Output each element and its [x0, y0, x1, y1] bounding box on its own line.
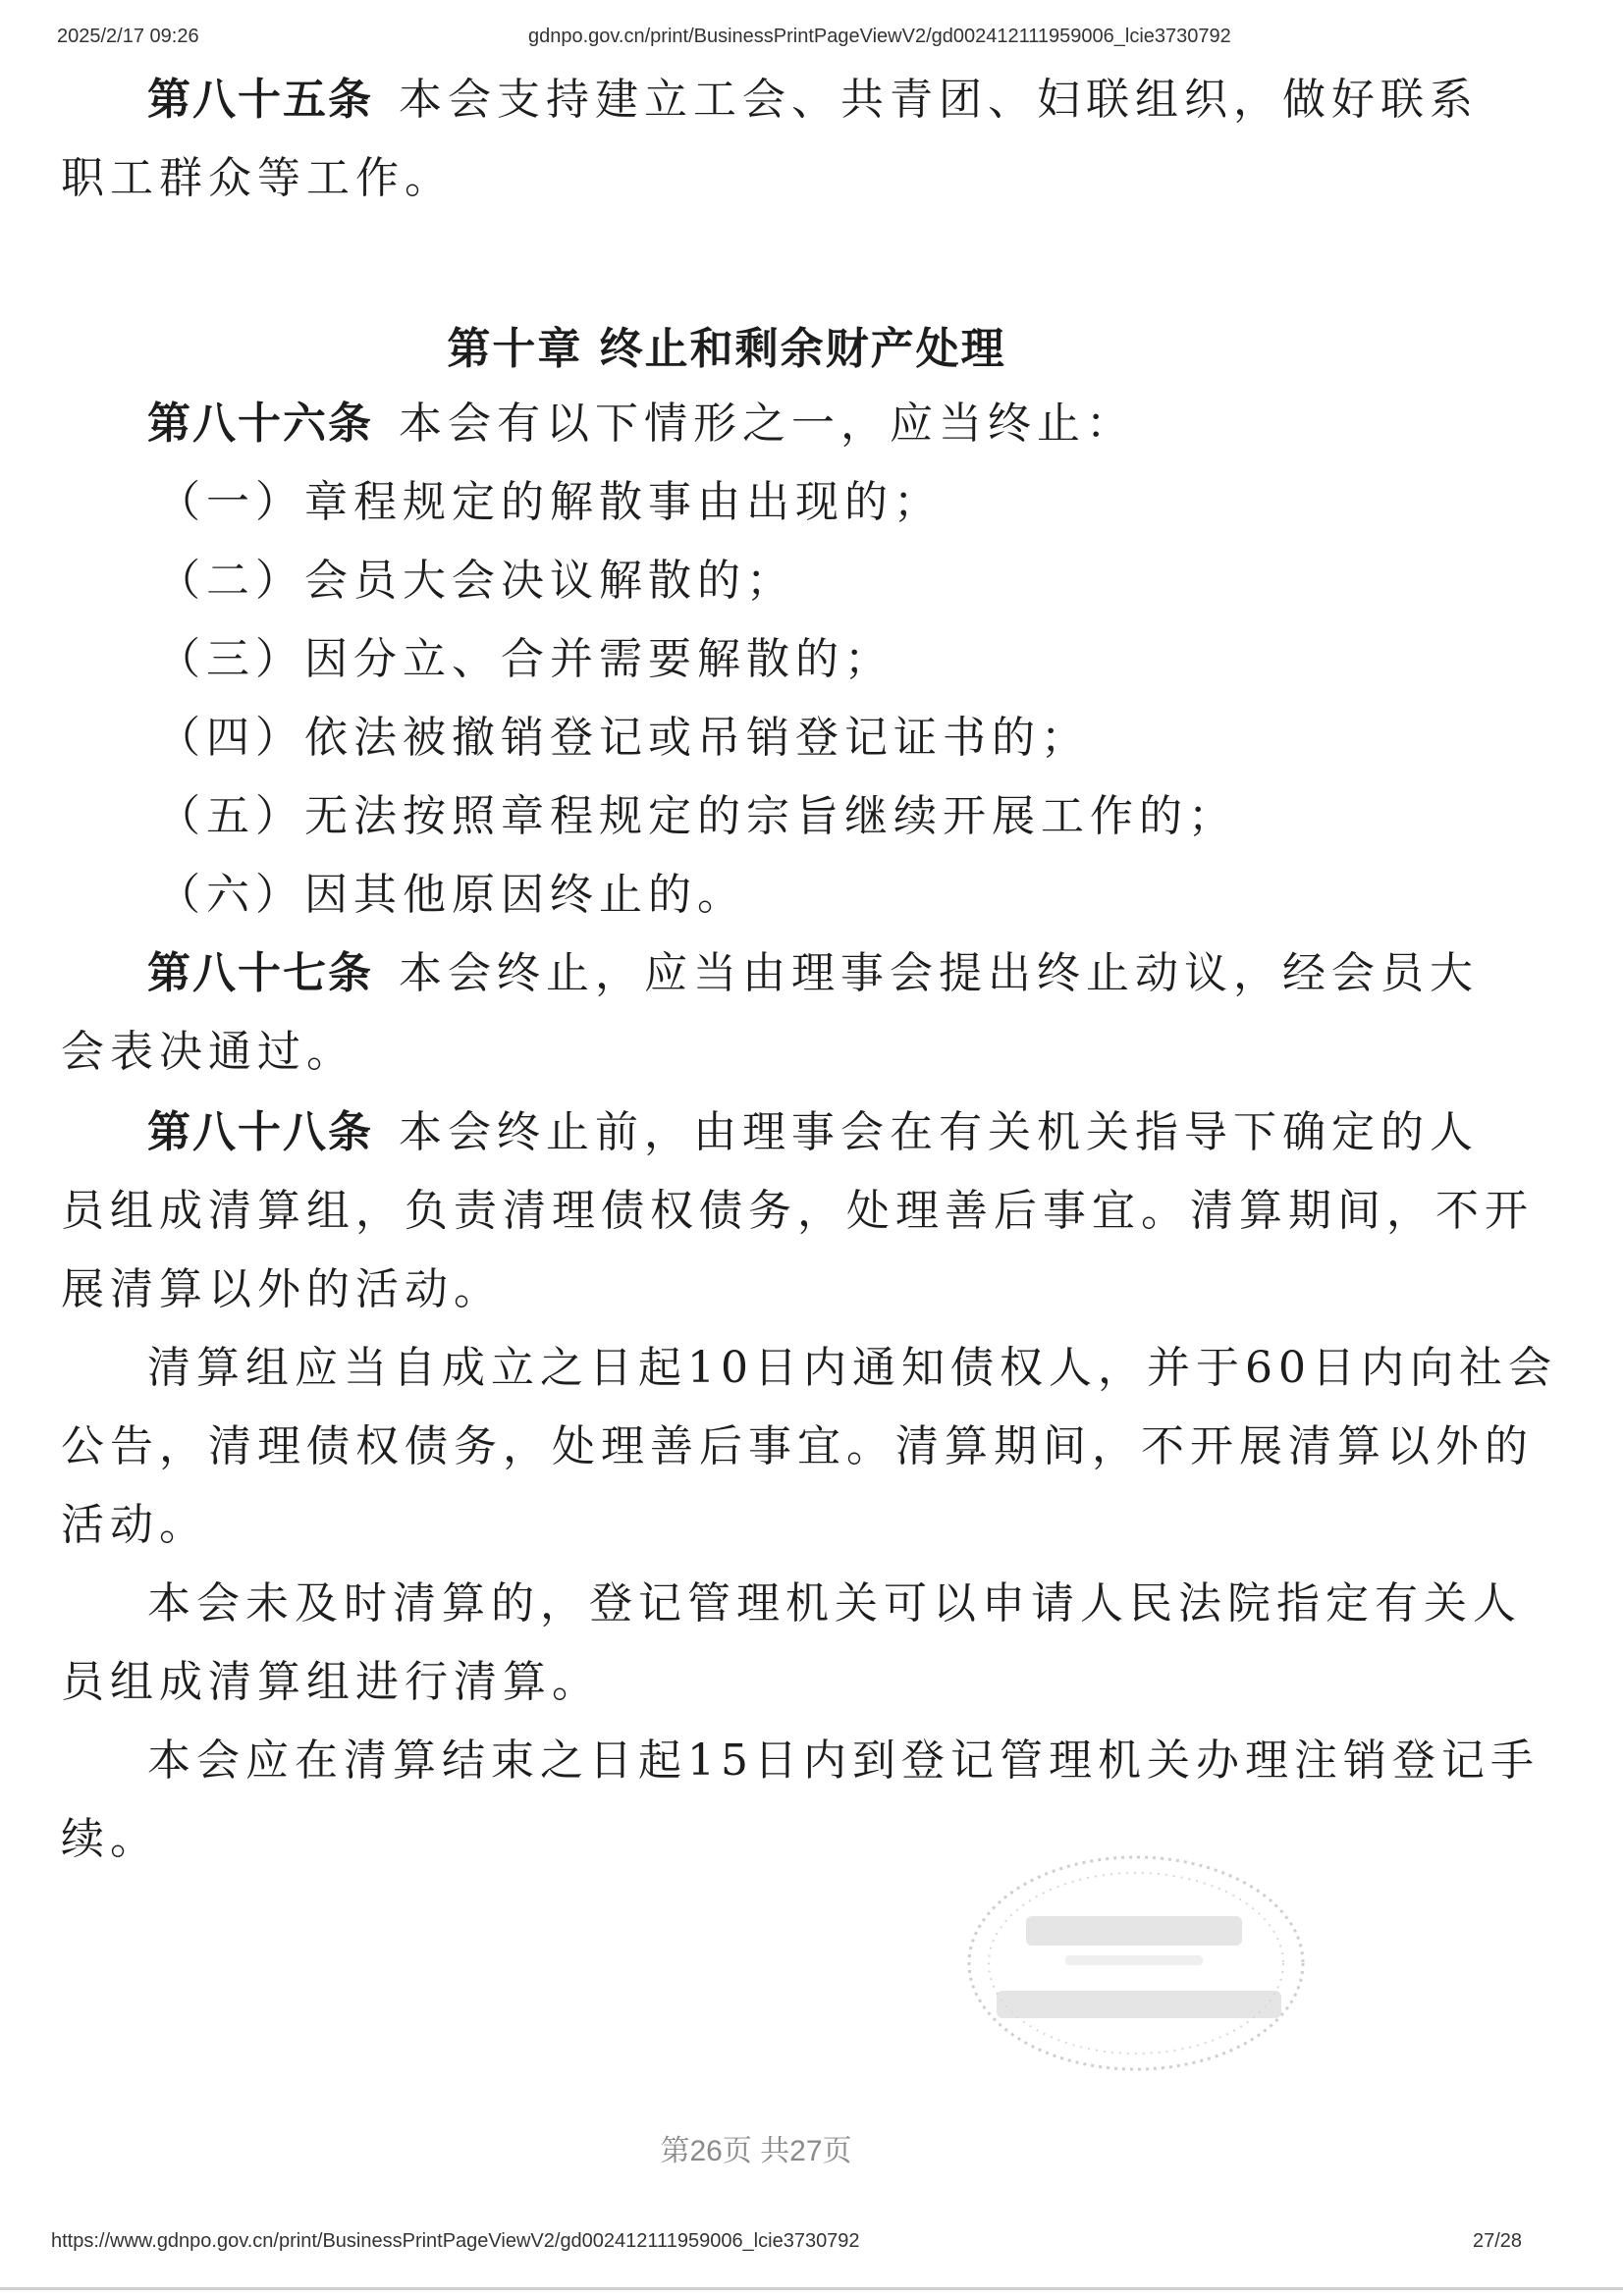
bottom-edge-line	[0, 2287, 1623, 2290]
article-86-item-1: （一）章程规定的解散事由出现的；	[157, 477, 943, 527]
article-87-line-1	[147, 944, 1479, 1003]
article-87-line-2: 会表决通过。	[61, 1027, 355, 1077]
para-2-line-2: 员组成清算组进行清算。	[61, 1657, 601, 1707]
para-3-line-1: 本会应在清算结束之日起15日内到登记管理机关办理注销登记手	[147, 1735, 1540, 1786]
article-88-text-1: 本会终止前，由理事会在有关机关指导下确定的人	[399, 1107, 1479, 1157]
article-85-label: 第八十五条	[147, 75, 373, 125]
article-87-label: 第八十七条	[147, 948, 373, 998]
para-1-line-3: 活动。	[61, 1500, 208, 1550]
para-2-line-1: 本会未及时清算的，登记管理机关可以申请人民法院指定有关人	[147, 1578, 1522, 1629]
article-86-line	[147, 395, 1375, 454]
para-1-line-2: 公告，清理债权债务，处理善后事宜。清算期间，不开展清算以外的	[61, 1421, 1534, 1471]
article-86-label: 第八十六条	[147, 399, 373, 449]
article-86-item-5: （五）无法按照章程规定的宗旨继续开展工作的；	[157, 791, 1237, 841]
print-datetime: 2025/2/17 09:26	[57, 26, 199, 47]
header-url: gdnpo.gov.cn/print/BusinessPrintPageViewV2/gd002412111959006_lcie3730792	[528, 26, 1231, 47]
article-86-item-3: （三）因分立、合并需要解散的；	[157, 634, 893, 684]
article-86-item-2: （二）会员大会决议解散的；	[157, 556, 795, 606]
article-88-line-2: 员组成清算组，负责清理债权债务，处理善后事宜。清算期间，不开	[61, 1186, 1534, 1236]
footer-url: https://www.gdnpo.gov.cn/print/BusinessPrintPageViewV2/gd002412111959006_lcie3730792	[51, 2230, 860, 2252]
chapter-title: 第十章 终止和剩余财产处理	[447, 324, 1006, 374]
footer-page-count: 27/28	[1473, 2230, 1523, 2252]
article-87-text-1: 本会终止，应当由理事会提出终止动议，经会员大	[399, 948, 1479, 998]
page-number-label: 第26页 共27页	[660, 2135, 852, 2167]
article-88-line-1	[147, 1103, 1479, 1162]
article-85-line-2: 职工群众等工作。	[61, 153, 454, 203]
article-88-label: 第八十八条	[147, 1107, 373, 1157]
para-1-line-1: 清算组应当自成立之日起10日内通知债权人，并于60日内向社会	[147, 1343, 1557, 1393]
article-85-line-1	[147, 71, 1479, 130]
article-86-item-6: （六）因其他原因终止的。	[157, 870, 746, 920]
article-86-text: 本会有以下情形之一，应当终止：	[399, 399, 1135, 449]
para-3-line-2: 续。	[61, 1814, 159, 1864]
article-86-item-4: （四）依法被撤销登记或吊销登记证书的；	[157, 713, 1090, 763]
article-88-line-3: 展清算以外的活动。	[61, 1264, 503, 1314]
article-85-text-1: 本会支持建立工会、共青团、妇联组织，做好联系	[399, 75, 1479, 125]
official-seal-stamp	[957, 1845, 1316, 2081]
